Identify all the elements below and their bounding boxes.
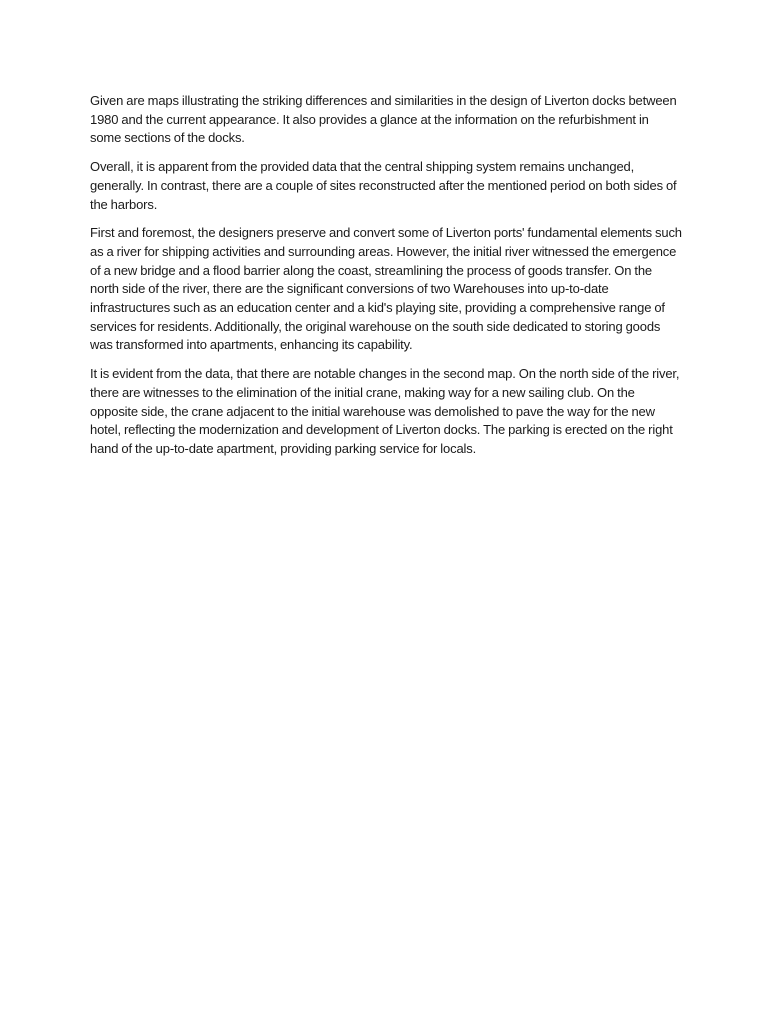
paragraph-introduction: Given are maps illustrating the striking differences and similarities in the design of Liverton docks between 1980 and the current appearance. It also provides a glance at the information on the refurbishment in some sections of the docks. [90,93,677,146]
paragraph-overview: Overall, it is apparent from the provided data that the central shipping system remains unchanged, generally. In contrast, there are a couple of sites reconstructed after the mentioned period on both sides of the harbors. [90,159,677,212]
paragraph-body-1: First and foremost, the designers preserve and convert some of Liverton ports' fundamental elements such as a river for shipping activities and surrounding areas. However, the initial river witnessed the emergence of a new bridge and a flood barrier along the coast, streamlining the process of goods transfer. On the north side of the river, there are the significant conversions of two Warehouses into up-to-date infrastructures such as an education center and a kid's playing site, providing a comprehensive range of services for residents. Additionally, the original warehouse on the south side dedicated to storing goods was transformed into apartments, enhancing its capability. [90,225,682,353]
document-body [90,92,682,469]
paragraph-body-2: It is evident from the data, that there are notable changes in the second map. On the north side of the river, there are witnesses to the elimination of the initial crane, making way for a new sailing club. On the opposite side, the crane adjacent to the initial warehouse was demolished to pave the way for the new hotel, reflecting the modernization and development of Liverton docks. The parking is erected on the right hand of the up-to-date apartment, providing parking service for locals. [90,366,680,456]
